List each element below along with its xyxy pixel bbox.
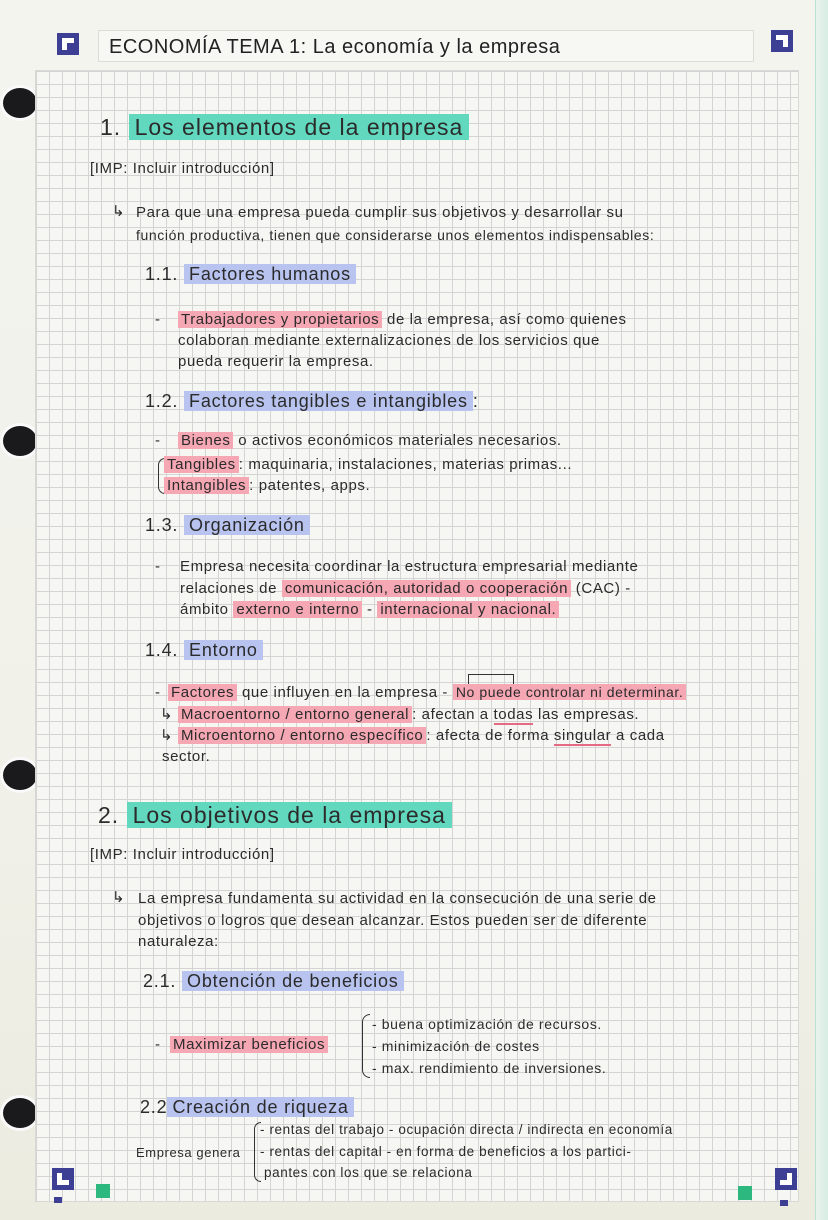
text: que influyen en la empresa -	[241, 684, 449, 701]
binder-hole	[3, 426, 37, 456]
paragraph-line	[164, 477, 370, 494]
highlight: externo e interno	[233, 601, 362, 618]
section-1-heading	[100, 114, 469, 141]
binder-hole	[3, 760, 37, 790]
highlight: Trabajadores y propietarios	[178, 311, 382, 328]
intro-text: La empresa fundamenta su actividad en la consecución de una serie de	[138, 890, 657, 907]
highlight: Intangibles	[164, 477, 249, 494]
intro-text: naturaleza:	[138, 933, 219, 950]
subsection-title: Organización	[184, 515, 310, 535]
text: : maquinaria, instalaciones, materias primas...	[238, 456, 573, 473]
list-item: - rentas del trabajo - ocupación directa / indirecta en economía	[260, 1122, 673, 1137]
subsection-title: Factores tangibles e intangibles	[184, 391, 473, 411]
brace	[362, 1014, 370, 1078]
highlight: comunicación, autoridad o cooperación	[282, 580, 571, 597]
list-item: pantes con los que se relaciona	[264, 1165, 473, 1180]
list-item: - max. rendimiento de inversiones.	[372, 1060, 607, 1076]
paragraph-line	[170, 1036, 328, 1053]
text: o activos económicos materiales necesarios.	[238, 432, 562, 449]
arrow-icon: ↳	[160, 706, 174, 723]
corner-bracket-icon	[775, 1168, 797, 1190]
imp-note: [IMP: Incluir introducción]	[90, 160, 275, 177]
text: las empresas.	[538, 706, 640, 723]
subsection-number: 2.1.	[143, 971, 177, 991]
text: : afecta de forma	[426, 727, 550, 744]
text: : afectan a	[412, 706, 489, 723]
bullet: -	[155, 558, 161, 575]
section-2-heading	[98, 802, 452, 829]
highlight: Tangibles	[164, 456, 239, 473]
section-title: Los elementos de la empresa	[129, 114, 470, 140]
subsection-1-1-heading	[145, 264, 356, 285]
bullet: -	[155, 684, 161, 701]
paragraph-line	[164, 456, 572, 473]
list-item: - rentas del capital - en forma de beneficios a los partici-	[260, 1144, 632, 1159]
paragraph-line	[160, 705, 639, 723]
decoration-dot	[54, 1197, 62, 1203]
paragraph-line: Empresa genera	[136, 1145, 241, 1160]
list-item: - minimización de costes	[372, 1038, 540, 1054]
intro-text: objetivos o logros que desean alcanzar. Estos pueden ser de diferente	[138, 912, 648, 929]
text: de la empresa, así como quienes	[387, 311, 627, 328]
subsection-number: 2.2	[140, 1097, 168, 1117]
subsection-2-2-heading	[140, 1097, 354, 1118]
corner-bracket-icon	[771, 30, 793, 52]
section-title: Los objetivos de la empresa	[127, 802, 452, 828]
arrow-icon: ↳	[112, 889, 126, 906]
binder-hole	[3, 1098, 37, 1128]
list-item: - buena optimización de recursos.	[372, 1016, 602, 1032]
paragraph-line	[178, 311, 627, 328]
paragraph-line: colaboran mediante externalizaciones de los servicios que	[178, 332, 600, 349]
text: (CAC) -	[575, 580, 631, 597]
text: a cada	[616, 727, 665, 744]
subsection-number: 1.2.	[145, 391, 179, 411]
subsection-title: Factores humanos	[184, 264, 356, 284]
bullet: -	[155, 1036, 161, 1053]
text: : patentes, apps.	[249, 477, 371, 494]
paragraph-line: pueda requerir la empresa.	[178, 353, 374, 370]
intro-text: Para que una empresa pueda cumplir sus objetivos y desarrollar su	[136, 204, 624, 221]
paragraph-line: sector.	[162, 748, 211, 765]
paragraph-line	[180, 580, 631, 597]
highlight: internacional y nacional.	[377, 601, 559, 618]
highlight: No puede controlar ni determinar.	[453, 684, 687, 700]
connector-arrow-icon	[468, 674, 514, 684]
decoration-dot	[780, 1200, 788, 1206]
subsection-1-2-heading	[145, 391, 479, 412]
binder-hole	[3, 88, 37, 118]
bullet: -	[155, 311, 161, 328]
text: ámbito	[180, 601, 229, 618]
underlined-text: todas	[493, 706, 534, 723]
section-number: 1.	[100, 114, 122, 140]
subsection-2-1-heading	[143, 971, 404, 992]
text: :	[472, 391, 479, 411]
corner-bracket-icon	[52, 1168, 74, 1190]
highlight: Macroentorno / entorno general	[178, 706, 412, 723]
subsection-number: 1.3.	[145, 515, 179, 535]
corner-bracket-icon	[57, 33, 79, 55]
page-title: ECONOMÍA TEMA 1: La economía y la empresa	[109, 36, 561, 58]
subsection-title: Obtención de beneficios	[182, 971, 404, 991]
highlight: Microentorno / entorno específico	[178, 727, 426, 744]
imp-note: [IMP: Incluir introducción]	[90, 846, 275, 863]
subsection-title: Entorno	[184, 640, 263, 660]
underlined-text: singular	[553, 727, 612, 744]
title-box	[98, 30, 754, 62]
paragraph-line	[178, 432, 562, 449]
highlight: Bienes	[178, 432, 233, 449]
subsection-1-3-heading	[145, 515, 310, 536]
subsection-title: Creación de riqueza	[167, 1097, 353, 1117]
text: relaciones de	[180, 580, 278, 597]
arrow-icon: ↳	[160, 727, 174, 744]
paragraph-line	[168, 684, 686, 701]
intro-text: función productiva, tienen que considerarse unos elementos indispensables:	[136, 227, 655, 243]
text: -	[366, 601, 373, 618]
highlight: Factores	[168, 684, 237, 701]
subsection-1-4-heading	[145, 640, 263, 661]
subsection-number: 1.4.	[145, 640, 179, 660]
highlight: Maximizar beneficios	[170, 1036, 328, 1053]
decoration-square	[738, 1186, 752, 1200]
bullet: -	[155, 432, 161, 449]
paragraph-line: Empresa necesita coordinar la estructura empresarial mediante	[180, 558, 639, 575]
paragraph-line	[180, 601, 559, 618]
arrow-icon: ↳	[112, 203, 126, 220]
page-edge	[815, 0, 828, 1220]
subsection-number: 1.1.	[145, 264, 179, 284]
paragraph-line	[160, 726, 665, 744]
decoration-square	[96, 1184, 110, 1198]
section-number: 2.	[98, 802, 120, 828]
